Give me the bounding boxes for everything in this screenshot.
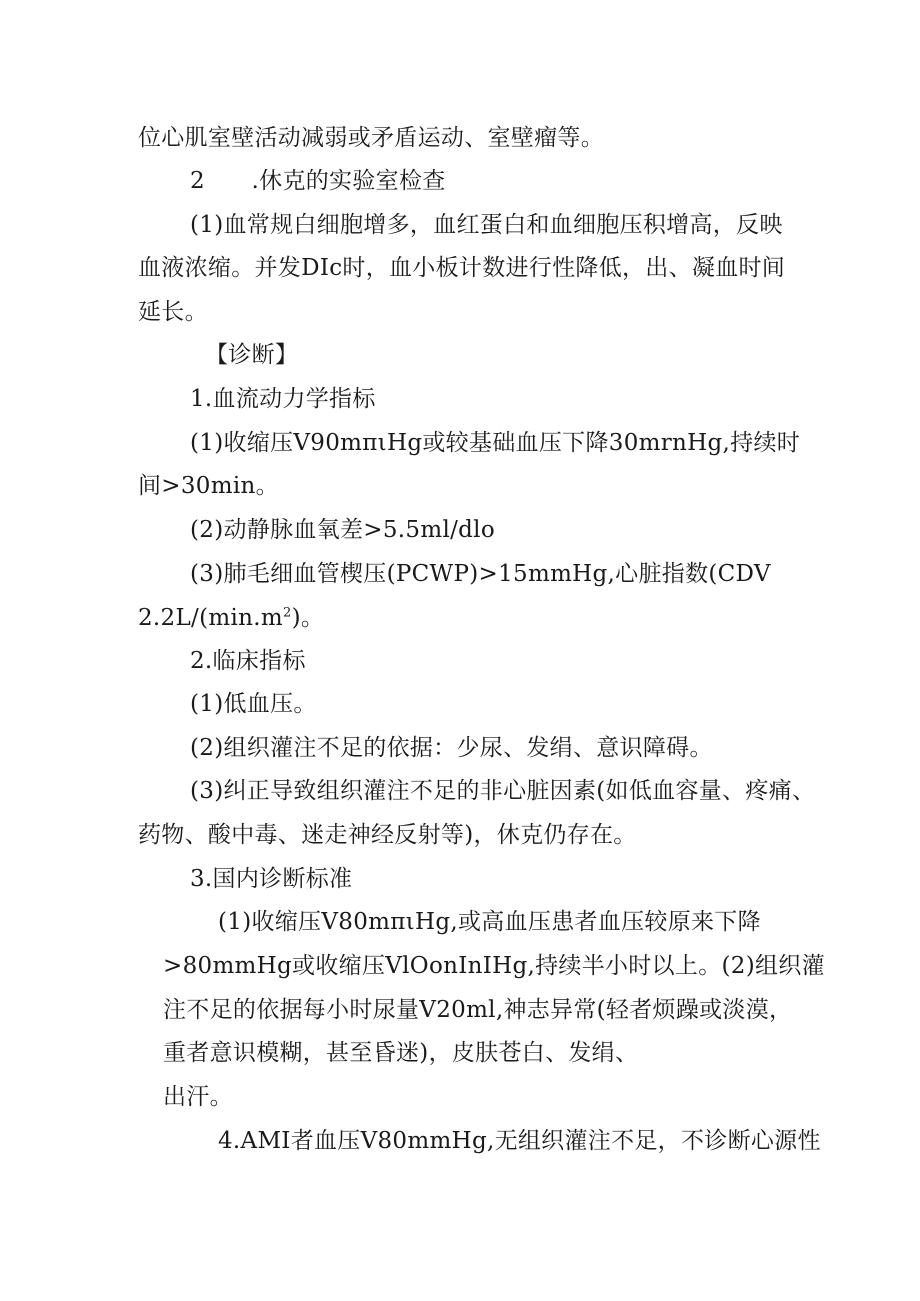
formula-tail: )。 <box>291 605 325 631</box>
text-line: 延长。 <box>138 299 208 325</box>
section-heading: 1.血流动力学指标 <box>190 386 376 412</box>
section-heading: 【诊断】 <box>205 342 299 368</box>
text-line: (1)收缩压V80mπιHg,或高血压患者血压较原来下降 <box>218 909 761 935</box>
section-heading: 4.AMI者血压V80mmHg,无组织灌注不足，不诊断心源性 <box>218 1128 821 1154</box>
text-line: (2)动静脉血氧差>5.5ml/dlo <box>190 517 495 543</box>
text-line: >80mmHg或收缩压VlOonInIHg,持续半小时以上。(2)组织灌 <box>163 953 825 979</box>
formula-text: 2.2L/(min.m <box>138 605 283 631</box>
section-heading: 2 .休克的实验室检查 <box>190 168 446 194</box>
text-line: (1)收缩压V90mπιHg或较基础血压下降30mrnHg,持续时 <box>190 430 801 456</box>
text-line: 血液浓缩。并发DIc时，血小板计数进行性降低，出、凝血时间 <box>138 255 786 281</box>
text-line: (3)纠正导致组织灌注不足的非心脏因素(如低血容量、疼痛、 <box>190 778 816 804</box>
text-line: (1)低血压。 <box>190 691 317 717</box>
text-line <box>138 603 324 633</box>
section-heading: 2.临床指标 <box>190 648 306 674</box>
text-line: 注不足的依据每小时尿量V20ml,神志异常(轻者烦躁或淡漠， <box>163 997 793 1023</box>
text-line: 间>30min。 <box>138 473 279 499</box>
text-line: 位心肌室壁活动减弱或矛盾运动、室壁瘤等。 <box>138 125 604 151</box>
text-line: (3)肺毛细血管楔压(PCWP)>15mmHg,心脏指数(CDV <box>190 561 771 587</box>
superscript: 2 <box>282 605 292 621</box>
text-line: (2)组织灌注不足的依据：少尿、发绢、意识障碍。 <box>190 735 713 761</box>
section-heading: 3.国内诊断标准 <box>190 866 353 892</box>
text-line: 重者意识模糊，甚至昏迷)，皮肤苍白、发绢、 <box>163 1040 639 1066</box>
text-line: 药物、酸中毒、迷走神经反射等)，休克仍存在。 <box>138 822 637 848</box>
text-line: (1)血常规白细胞增多，血红蛋白和血细胞压积增高，反映 <box>190 212 783 238</box>
text-line: 出汗。 <box>163 1084 233 1110</box>
